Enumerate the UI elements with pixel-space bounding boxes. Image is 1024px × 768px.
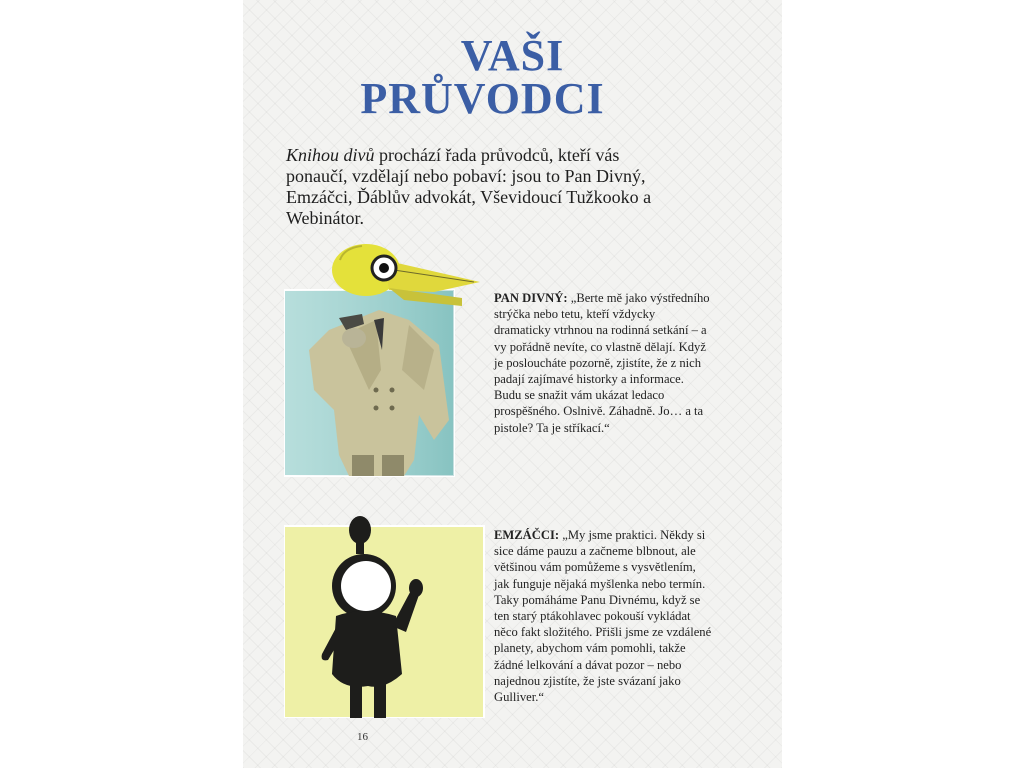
emzacci-description <box>494 527 714 705</box>
book-title-italic: Knihou divů <box>286 145 375 165</box>
guide-quote-emzacci: „My jsme praktici. Někdy si sice dáme pauzu a začneme blbnout, ale většinou vám pomůžeme s vysvětlením, jak funguje nějaká myšlenka nebo termín. Taky pomáháme Panu Divnému, když se ten starý ptákohlavec pokouší vykládat něco fakt složitého. Přišli jsme ze vzdálené planety, abychom vám pomohli, takže žádné lelkování a dávat pozor – nebo najednou zjistíte, že jste svázaní jako Gulliver.“ <box>494 528 712 705</box>
page-title-line2: PRŮVODCI <box>360 74 605 123</box>
page-title-line1: VAŠI <box>460 31 565 80</box>
guide-name-pan-divny: PAN DIVNÝ: <box>494 291 568 305</box>
intro-text: prochází řada průvodců, kteří vás ponaučí, vzdělají nebo pobaví: jsou to Pan Divný, Emzáčci, Ďáblův advokát, Vševidoucí Tužkooko a Webinátor. <box>286 145 652 228</box>
pan-divny-description <box>494 290 714 436</box>
book-page <box>243 0 782 768</box>
intro-paragraph <box>286 145 676 229</box>
page-number: 16 <box>357 731 368 743</box>
guide-name-emzacci: EMZÁČCI: <box>494 528 560 542</box>
guide-quote-pan-divny: „Berte mě jako výstředního strýčka nebo tetu, kteří vždycky dramaticky vtrhnou na rodinná setkání – a vy pořádně nevíte, co vlastně dělají. Když je posloucháte pozorně, zjistíte, že z nich padají zajímavé historky a informace. Budu se snažit vám ukázat ledaco prospěšného. Oslnivě. Záhadně. Jo… a ta pistole? Ta je stříkací.“ <box>494 291 710 435</box>
pan-divny-illustration <box>284 240 484 480</box>
emzacci-illustration <box>284 514 494 718</box>
